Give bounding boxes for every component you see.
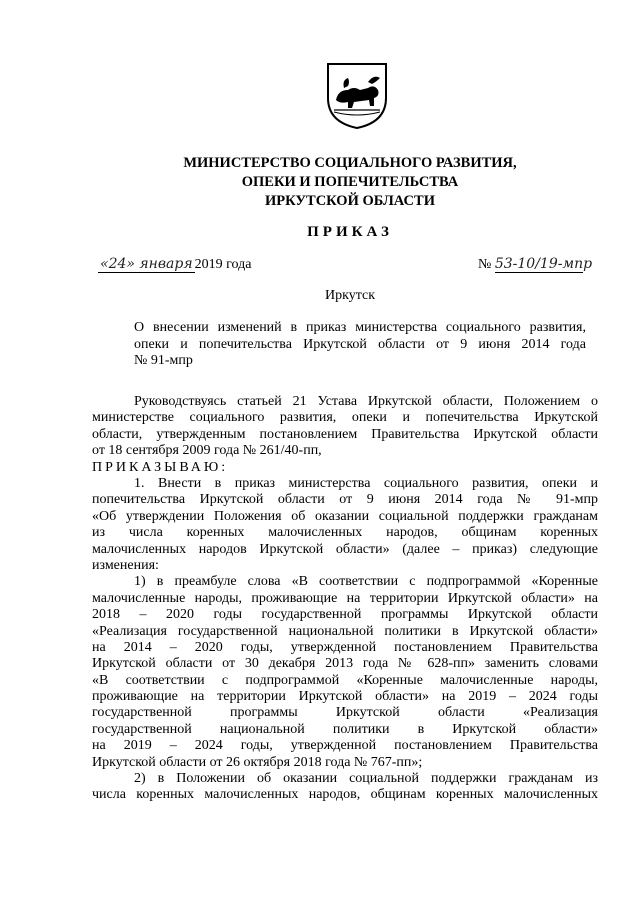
body-line: государственной национальной политики в Иркутской области» — [92, 721, 598, 737]
body-line: малочисленные народы, проживающие на территории Иркутской области» на — [92, 590, 598, 606]
subject-line: О внесении изменений в приказ министерства социального развития, — [134, 320, 586, 335]
order-keyword: ПРИКАЗЫВАЮ: — [92, 459, 229, 475]
body-line: Иркутской области от 30 декабря 2013 года № 628-пп» заменить словами — [92, 656, 598, 672]
document-subject — [134, 320, 586, 370]
body-line: изменения: — [92, 557, 159, 573]
subject-line: опеки и попечительства Иркутской области от 9 июня 2014 года — [134, 336, 586, 352]
body-line: на 2019 – 2024 годы, утвержденной постановлением Правительства — [92, 738, 598, 754]
body-line: от 18 сентября 2009 года № 261/40-пп, — [92, 443, 322, 459]
number-prefix: № — [478, 257, 492, 272]
number-handwritten: 53-10/19-мпр — [494, 256, 593, 272]
body-line: области, утвержденным постановлением Правительства Иркутской области — [92, 426, 598, 442]
body-line: на 2014 – 2020 годы, утвержденной постановлением Правительства — [92, 639, 598, 655]
body-line: числа коренных малочисленных народов, общинам коренных малочисленных — [92, 787, 598, 803]
date-year: 2019 года — [194, 257, 252, 272]
date-handwritten: «24» января — [100, 256, 193, 272]
body-line: попечительства Иркутской области от 9 июня 2014 года № 91-мпр — [92, 492, 598, 508]
body-line: «В соответствии с подпрограммой «Коренные малочисленные народы, — [92, 672, 598, 688]
body-line: из числа коренных малочисленных народов, общинам коренных — [92, 525, 598, 541]
ministry-name — [150, 154, 550, 211]
body-line: «Об утверждении Положения об оказании социальной поддержки гражданам — [92, 508, 598, 524]
body-line: «Реализация государственной национальной политики в Иркутской области» — [92, 623, 598, 639]
document-city: Иркутск — [324, 288, 376, 303]
body-line: 1) в преамбуле слова «В соответствии с подпрограммой «Коренные — [134, 574, 598, 590]
ministry-line-1: МИНИСТЕРСТВО СОЦИАЛЬНОГО РАЗВИТИЯ, — [183, 155, 517, 171]
ministry-line-2: ОПЕКИ И ПОПЕЧИТЕЛЬСТВА — [241, 174, 459, 190]
body-line: Иркутской области от 26 октября 2018 года № 767-пп»; — [92, 754, 423, 770]
document-number — [478, 256, 593, 273]
body-line: Руководствуясь статьей 21 Устава Иркутской области, Положением о — [134, 394, 598, 409]
document-body — [92, 394, 598, 804]
subject-line: № 91-мпр — [134, 353, 193, 368]
document-date — [98, 256, 251, 273]
body-line: проживающие на территории Иркутской области» на 2019 – 2024 годы — [92, 689, 598, 705]
body-line: министерстве социального развития, опеки и попечительства Иркутской — [92, 410, 598, 426]
body-line: государственной программы Иркутской области «Реализация — [92, 705, 598, 721]
coat-of-arms-emblem — [324, 60, 390, 130]
body-line: малочисленных народов Иркутской области» (далее – приказ) следующие — [92, 541, 598, 557]
body-line: 1. Внести в приказ министерства социального развития, опеки и — [134, 475, 598, 491]
body-line: 2018 – 2020 годы государственной программы Иркутской области — [92, 607, 598, 623]
ministry-line-3: ИРКУТСКОЙ ОБЛАСТИ — [265, 193, 435, 209]
document-type-title: ПРИКАЗ — [307, 224, 393, 240]
body-line: 2) в Положении об оказании социальной поддержки гражданам из — [134, 771, 598, 787]
